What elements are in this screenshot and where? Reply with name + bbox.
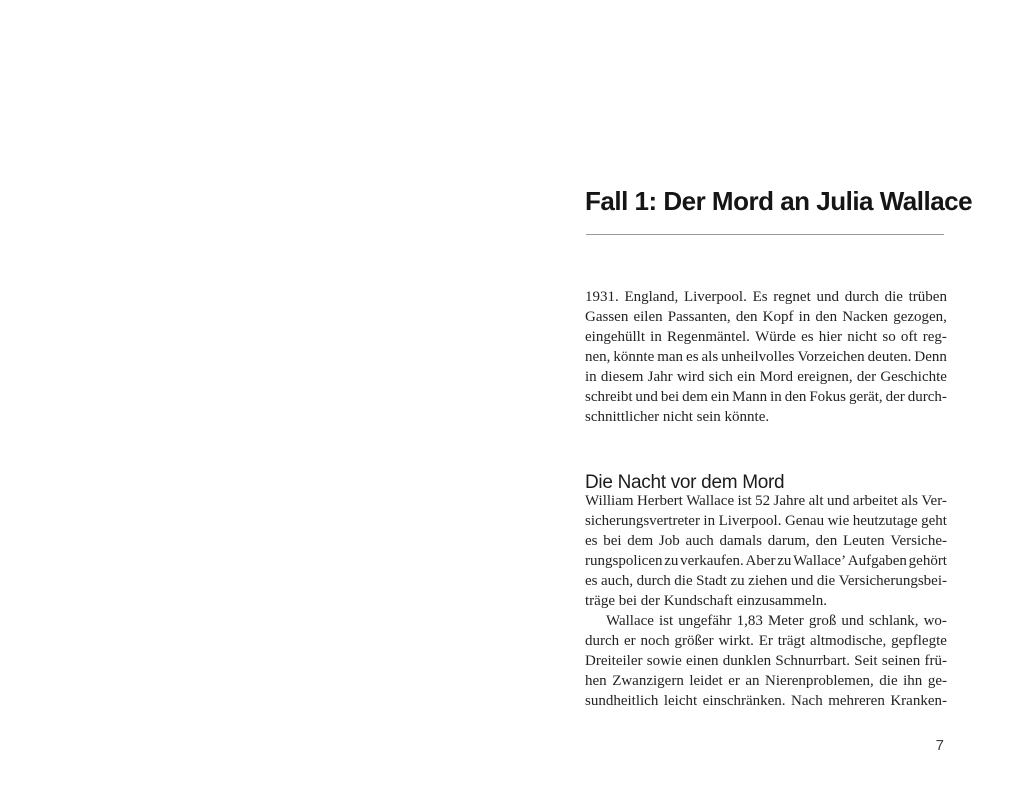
text-line: in diesem Jahr wird sich ein Mord ereignen, der Geschichte xyxy=(585,369,947,385)
section-heading: Die Nacht vor dem Mord xyxy=(585,471,785,493)
text-line: hen Zwanzigern leidet er an Nierenproblemen, die ihn ge- xyxy=(585,673,947,689)
text-line: schreibt und bei dem ein Mann in den Fokus gerät, der durch- xyxy=(585,389,947,405)
text-line: Wallace ist ungefähr 1,83 Meter groß und schlank, wo- xyxy=(606,613,947,629)
text-line: nen, könnte man es als unheilvolles Vorzeichen deuten. Denn xyxy=(585,349,947,365)
intro-paragraphs xyxy=(585,287,947,427)
text-column xyxy=(585,0,973,793)
text-line: 1931. England, Liverpool. Es regnet und durch die trüben xyxy=(585,289,947,305)
text-line: Dreiteiler sowie einen dunklen Schnurrbart. Seit seinen frü- xyxy=(585,653,947,669)
text-line: es bei dem Job auch damals darum, den Leuten Versiche- xyxy=(585,533,947,549)
text-line: durch er noch größer wirkt. Er trägt altmodische, gepflegte xyxy=(585,633,947,649)
section-paragraphs xyxy=(585,491,947,711)
text-line: sundheitlich leicht einschränken. Nach mehreren Kranken- xyxy=(585,693,947,709)
chapter-title: Fall 1: Der Mord an Julia Wallace xyxy=(585,186,973,217)
text-line: es auch, durch die Stadt zu ziehen und die Versicherungsbei- xyxy=(585,573,947,589)
text-line: sicherungsvertreter in Liverpool. Genau wie heutzutage geht xyxy=(585,513,947,529)
text-line: Gassen eilen Passanten, den Kopf in den Nacken gezogen, xyxy=(585,309,947,325)
paragraph xyxy=(585,491,947,611)
text-line: rungspolicen zu verkaufen. Aber zu Wallace’ Aufgaben gehört xyxy=(585,553,947,569)
paragraph xyxy=(585,287,947,427)
title-divider-rule xyxy=(586,234,944,235)
text-line: eingehüllt in Regenmäntel. Würde es hier nicht so oft reg- xyxy=(585,329,947,345)
page-number: 7 xyxy=(935,737,944,754)
paragraph xyxy=(585,611,947,711)
text-line: schnittlicher nicht sein könnte. xyxy=(585,409,770,425)
text-line: träge bei der Kundschaft einzusammeln. xyxy=(585,593,827,609)
text-line: William Herbert Wallace ist 52 Jahre alt und arbeitet als Ver- xyxy=(585,493,947,509)
